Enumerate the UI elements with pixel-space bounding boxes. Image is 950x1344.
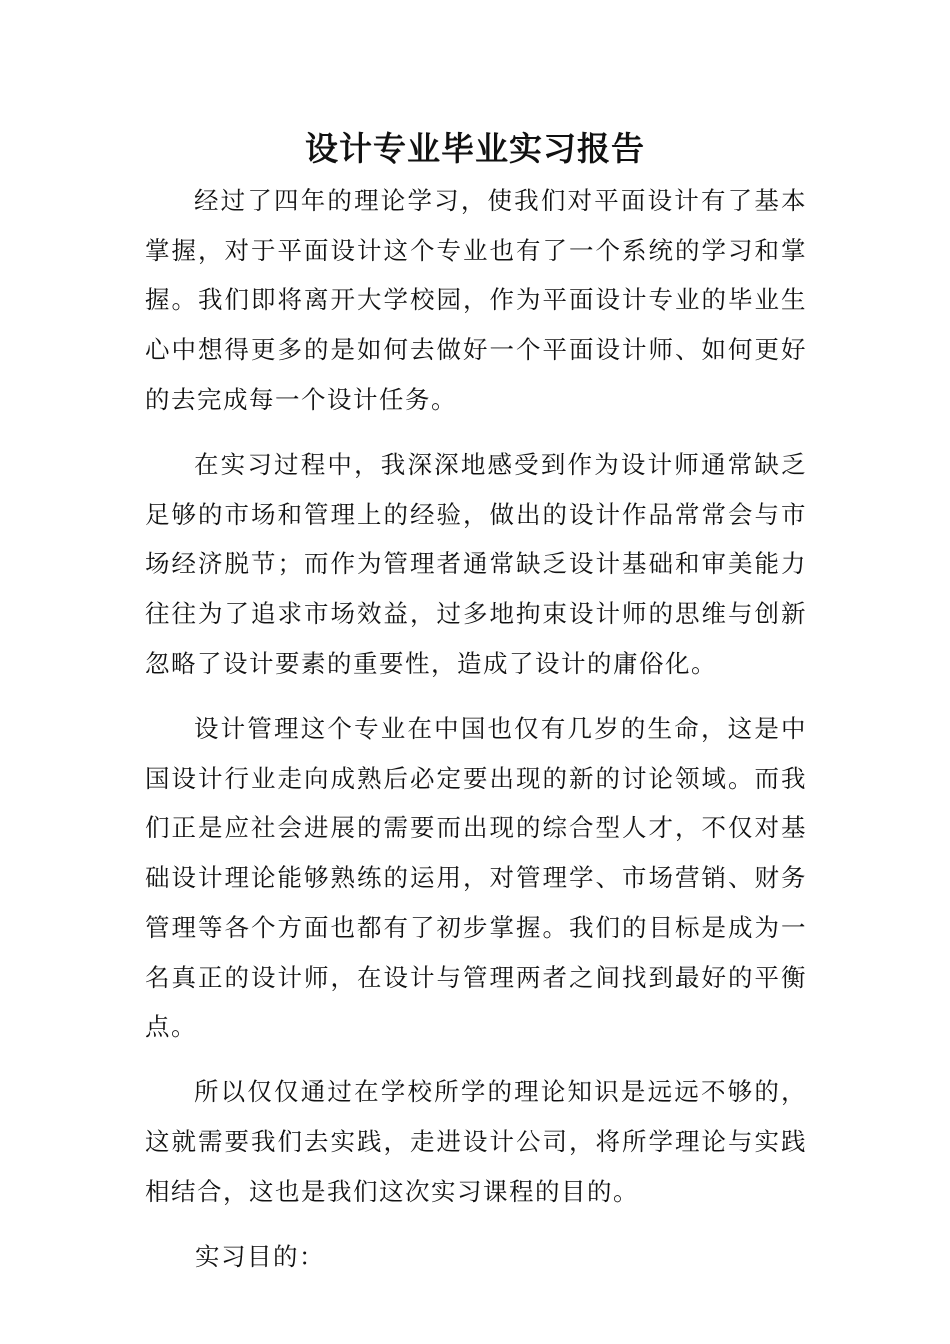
paragraph-4: 所以仅仅通过在学校所学的理论知识是远远不够的，这就需要我们去实践，走进设计公司，将所学理论与实践相结合，这也是我们这次实习课程的目的。 — [145, 1077, 807, 1206]
document-body — [145, 176, 807, 1282]
paragraph-2: 在实习过程中，我深深地感受到作为设计师通常缺乏足够的市场和管理上的经验，做出的设计作品常常会与市场经济脱节；而作为管理者通常缺乏设计基础和审美能力往往为了追求市场效益，过多地拘束设计师的思维与创新忽略了设计要素的重要性，造成了设计的庸俗化。 — [145, 450, 807, 678]
paragraph-1: 经过了四年的理论学习，使我们对平面设计有了基本掌握，对于平面设计这个专业也有了一个系统的学习和掌握。我们即将离开大学校园，作为平面设计专业的毕业生心中想得更多的是如何去做好一个平面设计师、如何更好的去完成每一个设计任务。 — [145, 186, 807, 414]
document-title: 设计专业毕业实习报告 — [305, 129, 645, 168]
paragraph-3: 设计管理这个专业在中国也仅有几岁的生命，这是中国设计行业走向成熟后必定要出现的新的讨论领域。而我们正是应社会进展的需要而出现的综合型人才，不仅对基础设计理论能够熟练的运用，对管理学、市场营销、财务管理等各个方面也都有了初步掌握。我们的目标是成为一名真正的设计师，在设计与管理两者之间找到最好的平衡点。 — [145, 714, 807, 1042]
section-heading: 实习目的： — [195, 1242, 325, 1272]
